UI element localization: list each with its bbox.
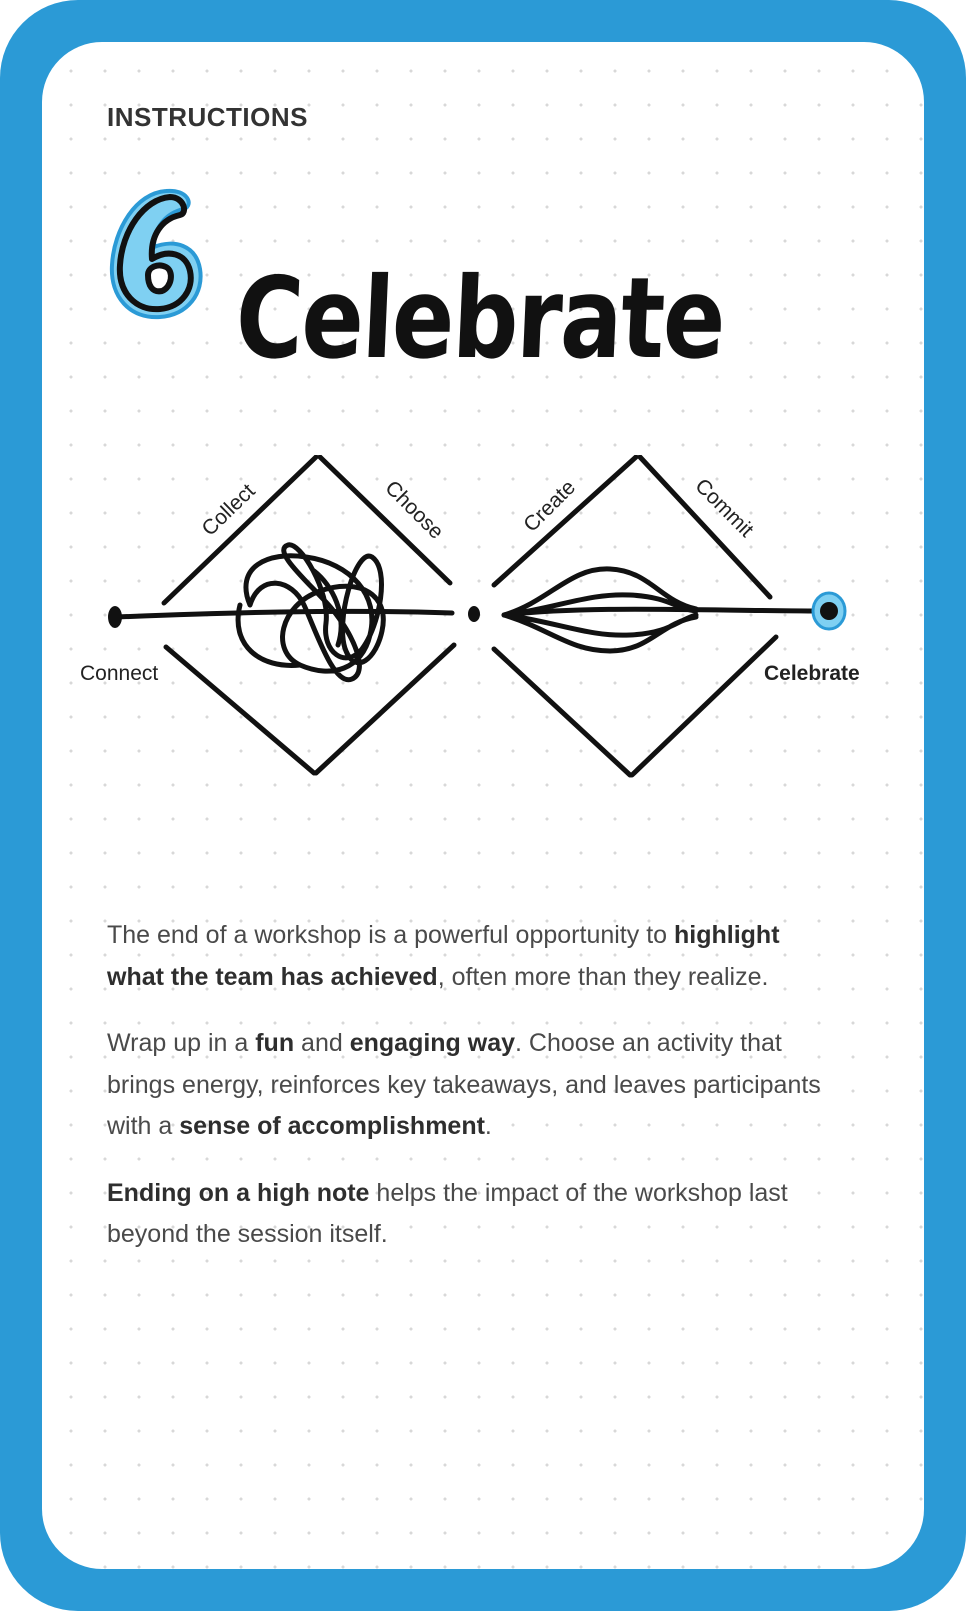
paragraph-2 — [107, 1023, 837, 1148]
paragraph-1-text-2: , often more than they realize. — [437, 962, 769, 991]
paragraph-2-emphasis-2: engaging way — [349, 1029, 516, 1057]
step-number-text: 6 — [157, 314, 159, 316]
paragraph-2-text-4: . — [484, 1112, 492, 1140]
step-number-badge — [108, 175, 208, 325]
diagram-label-celebrate: Celebrate — [764, 662, 860, 685]
paragraph-1-text-1: The end of a workshop is a powerful opportunity to — [107, 921, 674, 949]
diamond-right-bottom-right-edge — [632, 637, 776, 775]
page-title: Celebrate — [233, 254, 727, 385]
step-number-inner-loop — [148, 265, 171, 291]
diagram-label-choose: Choose — [380, 476, 448, 544]
eyebrow-label: INSTRUCTIONS — [107, 102, 308, 132]
paragraph-2-emphasis-1: fun — [255, 1029, 295, 1057]
paragraph-2-text-1: Wrap up in a — [107, 1029, 256, 1057]
paragraph-2-text-3: . Choose an activity that brings energy, reinforces key takeaways, and leaves participants with a — [107, 1029, 821, 1140]
timeline-start-dot — [108, 606, 122, 628]
diamond-left-bottom-right-edge — [316, 645, 454, 773]
paragraph-1-emphasis-1: highlight what the team has achieved — [107, 921, 780, 991]
paragraph-3 — [107, 1173, 837, 1256]
paragraph-1 — [107, 915, 837, 998]
diagram-label-commit: Commit — [690, 474, 758, 542]
diagram-label-connect: Connect — [80, 662, 159, 685]
timeline-mid-dot — [468, 606, 480, 622]
timeline-line-left — [116, 611, 452, 617]
diamond-right-bottom-left-edge — [494, 649, 630, 775]
paragraph-2-text-2: and — [294, 1029, 350, 1057]
double-diamond-diagram — [70, 455, 890, 795]
paragraph-2-emphasis-3: sense of accomplishment — [179, 1112, 485, 1140]
timeline-end-dot — [820, 602, 838, 620]
diagram-label-create: Create — [519, 475, 581, 537]
paragraph-3-emphasis-1: Ending on a high note — [107, 1178, 370, 1207]
diagram-label-collect: Collect — [197, 479, 260, 541]
paragraph-3-text-1: helps the impact of the workshop last beyond the session itself. — [107, 1178, 788, 1248]
diamond-left-top-left-edge — [164, 457, 316, 603]
diamond-right-top-left-edge — [494, 457, 636, 585]
timeline-line-right — [504, 609, 830, 615]
body-copy — [107, 915, 837, 1281]
